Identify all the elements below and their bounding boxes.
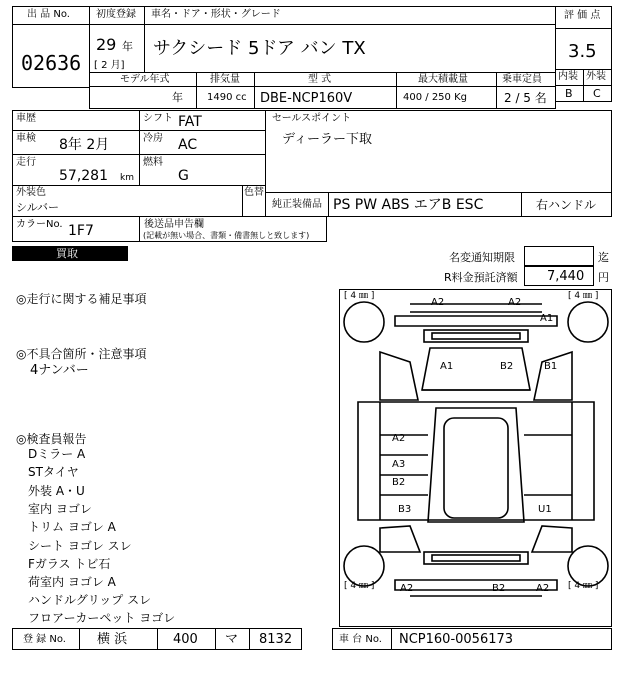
interior-label: 内装 — [558, 71, 578, 82]
interior-grade: B — [565, 87, 573, 100]
inspector-item: シート ヨゴレ スレ — [28, 539, 132, 553]
transfer-deadline-label: 名変通知期限 — [449, 251, 515, 264]
inspector-item: 外装 A・U — [28, 484, 85, 498]
score-box — [555, 6, 612, 102]
defect-item: 4ナンバー — [30, 363, 89, 378]
shift-value: FAT — [178, 114, 202, 130]
displacement-value: 1490 cc — [207, 92, 247, 103]
equipment-value: PS PW ABS エアB ESC — [333, 197, 484, 213]
damage-mark: B2 — [500, 361, 514, 372]
ext-color-value: シルバー — [16, 201, 59, 214]
sales-point-value: ディーラー下取 — [282, 132, 372, 147]
mileage-row — [12, 154, 140, 186]
ext-color-label: 外装色 — [16, 187, 46, 198]
color-no-value: 1F7 — [68, 223, 94, 239]
car-diagram — [339, 289, 612, 627]
repaint-label: 色替 — [244, 187, 264, 198]
inspector-item: 荷室内 ヨゴレ A — [28, 575, 116, 589]
mileage-value: 57,281 — [59, 168, 108, 184]
equipment-box — [265, 192, 612, 217]
tire-depth-label: [ 4 ㎜ ] — [568, 581, 599, 591]
first-reg-year: 29 — [96, 35, 117, 54]
fuel-label: 燃料 — [143, 157, 163, 168]
plate-kana: マ — [225, 632, 239, 647]
after-items-note: (記載が無い場合、書類・備書無しと致します) — [143, 231, 310, 240]
damage-mark: A2 — [536, 583, 550, 594]
handle-value: 右ハンドル — [536, 198, 597, 212]
recycle-fee-unit: 円 — [598, 271, 609, 284]
inspection-label: 車検 — [16, 133, 36, 144]
inspector-item: Dミラー A — [28, 447, 86, 461]
mileage-label: 走行 — [16, 157, 36, 168]
model-year-unit: 年 — [172, 91, 183, 104]
exterior-grade: C — [593, 87, 601, 100]
fuel-value: G — [178, 168, 189, 184]
shift-label: シフト — [143, 113, 173, 124]
fuel-row — [139, 154, 266, 186]
damage-mark: A2 — [392, 433, 406, 444]
plate-class: 400 — [173, 632, 198, 647]
sales-point-box — [265, 110, 612, 193]
plate-number: 8132 — [259, 632, 293, 647]
lot-no-box — [12, 6, 90, 88]
year-unit: 年 — [122, 40, 133, 53]
transfer-deadline-field — [524, 246, 594, 266]
ext-color-box — [12, 185, 266, 217]
score-label: 評 価 点 — [564, 10, 601, 21]
score-value: 3.5 — [568, 41, 597, 62]
type-value: DBE-NCP160V — [260, 91, 353, 106]
chassis-value: NCP160-0056173 — [399, 632, 514, 647]
defect-notes-title: ◎不具合箇所・注意事項 — [16, 347, 147, 361]
recycle-fee-label: R料金預託済額 — [444, 271, 518, 284]
inspector-item: 室内 ヨゴレ — [28, 502, 92, 516]
chassis-box — [332, 628, 612, 650]
kaitori-badge — [12, 246, 128, 261]
ac-label: 冷房 — [143, 133, 163, 144]
ac-row — [139, 130, 266, 155]
inspection-row — [12, 130, 140, 155]
damage-mark: B1 — [544, 361, 558, 372]
displacement-label: 排気量 — [210, 74, 240, 85]
car-name-label: 車名・ドア・形状・グレード — [151, 9, 281, 20]
registration-box — [12, 628, 302, 650]
spec-row — [89, 72, 556, 109]
color-no-label: カラーNo. — [16, 219, 63, 230]
ac-value: AC — [178, 137, 198, 153]
damage-mark: B3 — [398, 504, 412, 515]
kaitori-text: 買取 — [56, 247, 78, 260]
lot-no-value: 02636 — [21, 51, 82, 75]
transfer-deadline-unit: 迄 — [598, 251, 609, 264]
type-label: 型 式 — [308, 74, 332, 85]
inspector-item: ハンドルグリップ スレ — [28, 593, 152, 607]
equipment-label: 純正装備品 — [272, 199, 322, 210]
damage-mark: A2 — [431, 297, 445, 308]
chassis-label: 車 台 No. — [339, 634, 382, 645]
exterior-label: 外装 — [586, 71, 606, 82]
first-reg-label: 初度登録 — [96, 9, 136, 20]
capacity-label: 乗車定員 — [502, 74, 542, 85]
inspector-item: トリム ヨゴレ A — [28, 520, 116, 534]
model-year-label: モデル年式 — [120, 74, 170, 85]
recycle-fee-field — [524, 266, 594, 286]
load-label: 最大積載量 — [418, 74, 468, 85]
tire-depth-label: [ 4 ㎜ ] — [568, 291, 599, 301]
damage-mark: B2 — [492, 583, 506, 594]
load-value: 400 / 250 Kg — [403, 92, 467, 103]
mileage-unit: km — [120, 173, 134, 183]
registration-label: 登 録 No. — [23, 634, 66, 645]
inspector-item: Fガラス トビ石 — [28, 557, 111, 571]
damage-mark: B2 — [392, 477, 406, 488]
damage-mark: A2 — [508, 297, 522, 308]
inspector-title: ◎検査員報告 — [16, 432, 87, 446]
car-outline — [340, 290, 611, 626]
car-name-box — [144, 6, 556, 73]
driving-notes-title: ◎走行に関する補足事項 — [16, 292, 147, 306]
inspector-item: STタイヤ — [28, 465, 79, 479]
lot-no-label: 出 品 No. — [27, 9, 70, 20]
car-name-value: サクシード 5ドア バン TX — [153, 38, 366, 59]
inspector-item: フロアーカーペット ヨゴレ — [28, 611, 176, 625]
plate-region: 横 浜 — [97, 632, 128, 647]
tire-depth-label: [ 4 ㎜ ] — [344, 581, 375, 591]
after-items-box — [139, 216, 327, 242]
damage-mark: A1 — [540, 313, 554, 324]
damage-mark: A3 — [392, 459, 406, 470]
capacity-value: 2 / 5 名 — [504, 91, 547, 105]
tire-depth-label: [ 4 ㎜ ] — [344, 291, 375, 301]
history-label: 車歴 — [16, 113, 36, 124]
recycle-fee-value: 7,440 — [547, 269, 585, 284]
history-row — [12, 110, 140, 131]
color-no-box — [12, 216, 140, 242]
shift-row — [139, 110, 266, 131]
damage-mark: U1 — [538, 504, 552, 515]
after-items-label: 後送品申告欄 — [144, 219, 204, 230]
sales-point-label: セールスポイント — [272, 113, 352, 124]
first-reg-box — [89, 6, 145, 73]
inspection-value: 8年 2月 — [59, 137, 110, 153]
damage-mark: A2 — [400, 583, 414, 594]
damage-mark: A1 — [440, 361, 454, 372]
first-reg-month: [ 2 月] — [94, 60, 125, 71]
